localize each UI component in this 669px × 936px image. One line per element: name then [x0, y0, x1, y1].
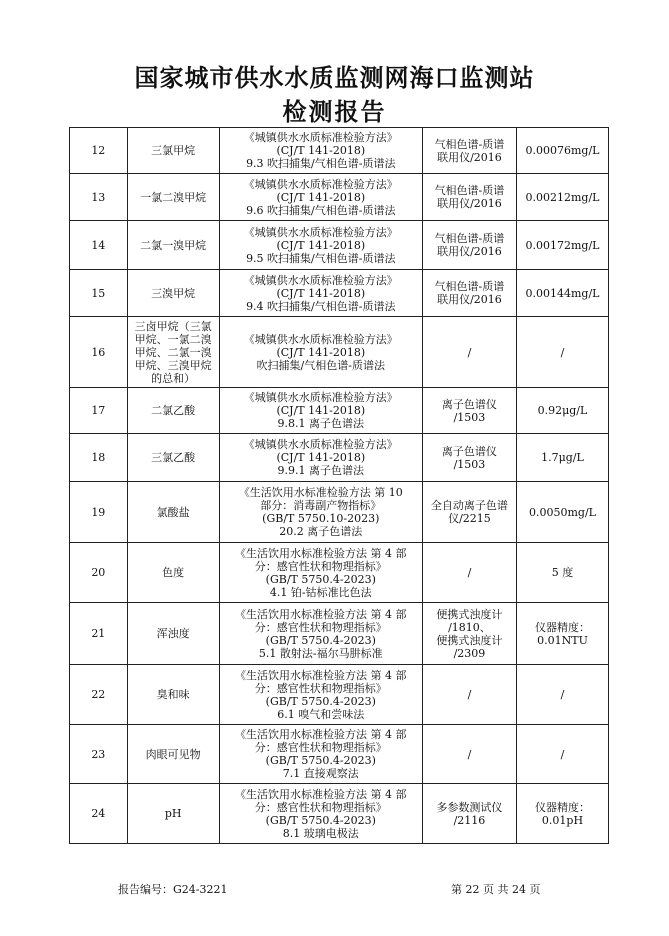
test-method-line: 《城镇供水水质标准检验方法》: [243, 438, 398, 451]
test-item-line: 氯酸盐: [156, 505, 190, 519]
test-result-line: /: [560, 345, 565, 359]
test-method-line: (GB/T 5750.4-2023): [265, 694, 376, 708]
test-item-cell: [127, 128, 219, 174]
test-method-cell: [219, 174, 422, 221]
test-method-line: (CJ/T 141-2018): [276, 238, 366, 252]
test-result-line: 0.00172mg/L: [525, 238, 600, 252]
table-row: [70, 317, 609, 388]
test-method-cell: [219, 784, 422, 844]
instrument-cell: [422, 128, 516, 174]
test-item-line: 甲烷、二氯一溴: [134, 345, 212, 359]
test-result-cell: [516, 434, 608, 482]
instrument-cell: [422, 388, 516, 434]
instrument-line: /: [467, 688, 472, 701]
test-method-cell: [219, 603, 422, 665]
test-method-line: 《城镇供水水质标准检验方法》: [243, 131, 398, 144]
instrument-line: 气相色谱-质谱: [434, 184, 505, 197]
instrument-line: 离子色谱仪: [441, 444, 497, 458]
test-result-cell: [516, 128, 608, 174]
instrument-cell: [422, 784, 516, 844]
test-item-line: 三卤甲烷（三氯: [134, 319, 212, 333]
instrument-line: /: [467, 345, 472, 359]
instrument-cell: [422, 543, 516, 603]
test-method-line: 分：感官性状和物理指标》: [254, 681, 387, 695]
table-row: [70, 221, 609, 270]
row-number-cell: 22: [70, 665, 128, 725]
row-number-cell: 24: [70, 784, 128, 844]
test-method-line: 《生活饮用水标准检验方法 第 4 部: [235, 668, 407, 682]
test-item-cell: [127, 174, 219, 221]
test-method-cell: [219, 725, 422, 784]
table-row: [70, 665, 609, 725]
test-method-line: 《生活饮用水标准检验方法 第 10: [238, 486, 403, 499]
test-item-cell: [127, 543, 219, 603]
test-item-line: 臭和味: [156, 688, 190, 701]
test-method-cell: [219, 221, 422, 270]
test-method-line: 分：感官性状和物理指标》: [254, 559, 387, 573]
test-method-cell: [219, 270, 422, 317]
test-item-cell: [127, 317, 219, 388]
test-result-line: 0.00076mg/L: [525, 144, 600, 157]
test-result-cell: [516, 174, 608, 221]
instrument-cell: [422, 482, 516, 543]
test-method-line: 9.9.1 离子色谱法: [277, 464, 365, 477]
test-method-line: (GB/T 5750.4-2023): [265, 633, 376, 647]
instrument-line: 全自动离子色谱: [430, 499, 508, 512]
instrument-line: /1503: [453, 410, 486, 424]
test-method-cell: [219, 317, 422, 388]
test-method-line: (GB/T 5750.10-2023): [262, 512, 380, 525]
test-item-cell: [127, 482, 219, 543]
test-method-line: (CJ/T 141-2018): [276, 404, 366, 417]
instrument-cell: [422, 434, 516, 482]
table-row: [70, 543, 609, 603]
test-method-line: 9.8.1 离子色谱法: [277, 417, 365, 430]
test-method-line: 9.3 吹扫捕集/气相色谱-质谱法: [246, 157, 396, 170]
table-row: [70, 784, 609, 844]
row-number-cell: 16: [70, 317, 128, 388]
instrument-line: /1810、: [448, 620, 491, 634]
instrument-line: /2116: [453, 813, 486, 827]
instrument-line: 气相色谱-质谱: [434, 280, 505, 293]
instrument-line: /2309: [453, 646, 486, 660]
test-result-line: /: [560, 688, 565, 701]
test-method-line: (GB/T 5750.4-2023): [265, 813, 376, 827]
test-method-line: 《城镇供水水质标准检验方法》: [243, 391, 398, 404]
test-method-line: (CJ/T 141-2018): [276, 345, 366, 359]
test-method-line: 5.1 散射法-福尔马肼标准: [258, 646, 383, 660]
test-result-line: 0.00144mg/L: [525, 286, 600, 300]
test-result-cell: [516, 603, 608, 665]
table-row: [70, 270, 609, 317]
test-item-cell: [127, 665, 219, 725]
test-method-line: 分：感官性状和物理指标》: [254, 741, 387, 754]
test-item-cell: [127, 388, 219, 434]
test-method-line: (CJ/T 141-2018): [276, 286, 366, 300]
table-row: [70, 434, 609, 482]
test-result-line: 1.7μg/L: [541, 451, 584, 464]
instrument-line: /: [467, 747, 472, 761]
test-method-line: 分：感官性状和物理指标》: [254, 800, 387, 814]
test-method-line: 《城镇供水水质标准检验方法》: [243, 332, 398, 346]
test-item-line: 肉眼可见物: [145, 747, 201, 761]
test-result-cell: [516, 543, 608, 603]
test-item-cell: [127, 725, 219, 784]
instrument-cell: [422, 603, 516, 665]
test-method-cell: [219, 434, 422, 482]
row-number-cell: 20: [70, 543, 128, 603]
row-number-cell: 17: [70, 388, 128, 434]
row-number-cell: 15: [70, 270, 128, 317]
test-method-line: 9.6 吹扫捕集/气相色谱-质谱法: [246, 203, 396, 217]
instrument-line: 联用仪/2016: [437, 150, 502, 164]
instrument-line: 联用仪/2016: [437, 197, 502, 210]
test-method-line: 《生活饮用水标准检验方法 第 4 部: [235, 728, 407, 741]
test-method-line: (GB/T 5750.4-2023): [265, 572, 376, 586]
instrument-line: 便携式浊度计: [436, 607, 503, 621]
table-row: [70, 174, 609, 221]
test-result-line: 仪器精度：: [534, 620, 590, 634]
test-method-line: 《城镇供水水质标准检验方法》: [243, 177, 398, 191]
test-result-line: 5 度: [551, 566, 574, 579]
table-row: [70, 128, 609, 174]
test-result-cell: [516, 388, 608, 434]
test-result-line: 0.0050mg/L: [528, 505, 596, 519]
test-result-cell: [516, 665, 608, 725]
test-method-line: 20.2 离子色谱法: [279, 525, 363, 538]
test-method-cell: [219, 543, 422, 603]
test-method-line: 9.5 吹扫捕集/气相色谱-质谱法: [246, 251, 396, 265]
test-method-cell: [219, 482, 422, 543]
instrument-line: 便携式浊度计: [436, 633, 503, 647]
row-number-cell: 23: [70, 725, 128, 784]
test-result-line: 仪器精度：: [534, 800, 590, 814]
instrument-cell: [422, 270, 516, 317]
test-item-line: 三溴甲烷: [151, 286, 196, 300]
row-number-cell: 14: [70, 221, 128, 270]
row-number-cell: 12: [70, 128, 128, 174]
row-number-cell: 19: [70, 482, 128, 543]
test-method-line: 4.1 铂-钴标准比色法: [269, 585, 372, 599]
instrument-cell: [422, 317, 516, 388]
test-method-cell: [219, 665, 422, 725]
test-result-cell: [516, 784, 608, 844]
test-method-line: 8.1 玻璃电极法: [282, 826, 359, 840]
test-results-table: [69, 127, 609, 844]
test-item-cell: [127, 221, 219, 270]
test-method-cell: [219, 128, 422, 174]
test-result-line: /: [560, 747, 565, 761]
test-result-cell: [516, 221, 608, 270]
test-result-line: 0.01pH: [541, 813, 584, 827]
table-row: [70, 603, 609, 665]
test-item-line: 甲烷、一氯二溴: [134, 332, 212, 346]
report-number: 报告编号：G24-3221: [118, 883, 228, 896]
test-item-line: 三氯乙酸: [151, 451, 196, 464]
report-subtitle: 检测报告: [282, 98, 387, 126]
test-item-line: 浑浊度: [156, 627, 190, 640]
test-result-line: 0.92μg/L: [537, 404, 588, 417]
test-method-line: (CJ/T 141-2018): [276, 451, 366, 464]
instrument-line: /: [467, 566, 472, 579]
report-title: 国家城市供水水质监测网海口监测站: [134, 64, 535, 92]
test-method-line: 吹扫捕集/气相色谱-质谱法: [256, 358, 385, 372]
row-number-cell: 21: [70, 603, 128, 665]
test-method-line: 6.1 嗅气和尝味法: [277, 707, 365, 721]
test-item-line: 甲烷、三溴甲烷: [134, 358, 212, 372]
test-item-line: 的总和）: [151, 371, 196, 385]
test-item-cell: [127, 270, 219, 317]
test-method-line: 《生活饮用水标准检验方法 第 4 部: [235, 787, 407, 801]
test-item-line: 二氯乙酸: [151, 404, 196, 417]
test-result-cell: [516, 482, 608, 543]
table-row: [70, 725, 609, 784]
test-method-line: (CJ/T 141-2018): [276, 144, 366, 157]
test-item-line: 三氯甲烷: [151, 144, 196, 157]
test-item-line: 二氯一溴甲烷: [140, 238, 207, 252]
instrument-line: 多参数测试仪: [436, 800, 503, 814]
test-result-cell: [516, 725, 608, 784]
test-method-line: 《生活饮用水标准检验方法 第 4 部: [235, 607, 407, 621]
instrument-line: 联用仪/2016: [437, 245, 502, 258]
test-result-cell: [516, 317, 608, 388]
test-method-line: 《生活饮用水标准检验方法 第 4 部: [235, 546, 407, 560]
table-row: [70, 388, 609, 434]
test-method-line: 分：感官性状和物理指标》: [254, 620, 387, 634]
instrument-line: 气相色谱-质谱: [434, 137, 505, 151]
instrument-line: 离子色谱仪: [441, 397, 497, 411]
row-number-cell: 13: [70, 174, 128, 221]
test-method-line: (CJ/T 141-2018): [276, 190, 366, 204]
instrument-line: /1503: [453, 457, 486, 471]
test-method-cell: [219, 388, 422, 434]
test-item-cell: [127, 603, 219, 665]
instrument-cell: [422, 221, 516, 270]
instrument-line: 联用仪/2016: [437, 293, 502, 306]
test-method-line: 9.4 吹扫捕集/气相色谱-质谱法: [246, 299, 396, 313]
instrument-line: 气相色谱-质谱: [434, 232, 505, 245]
test-result-cell: [516, 270, 608, 317]
test-item-line: pH: [164, 807, 182, 820]
instrument-line: 仪/2215: [448, 512, 491, 525]
test-method-line: (GB/T 5750.4-2023): [265, 754, 376, 767]
instrument-cell: [422, 665, 516, 725]
test-method-line: 部分：消毒副产物指标》: [260, 499, 382, 512]
table-row: [70, 482, 609, 543]
test-method-line: 《城镇供水水质标准检验方法》: [243, 225, 398, 239]
instrument-cell: [422, 174, 516, 221]
test-item-cell: [127, 434, 219, 482]
test-item-line: 色度: [162, 566, 185, 579]
page-number: 第 22 页 共 24 页: [451, 883, 541, 896]
test-result-line: 0.01NTU: [537, 633, 588, 647]
instrument-cell: [422, 725, 516, 784]
test-result-line: 0.00212mg/L: [525, 190, 600, 204]
row-number-cell: 18: [70, 434, 128, 482]
test-item-line: 一氯二溴甲烷: [140, 190, 207, 204]
test-method-line: 《城镇供水水质标准检验方法》: [243, 273, 398, 287]
test-item-cell: [127, 784, 219, 844]
test-method-line: 7.1 直接观察法: [282, 767, 359, 780]
